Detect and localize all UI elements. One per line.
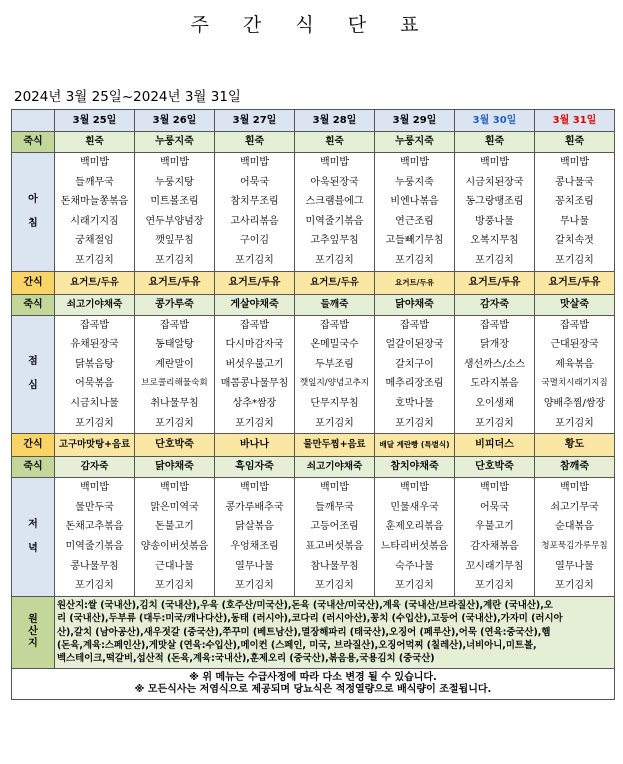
menu-item: 포기김치 (555, 417, 594, 429)
day-header: 3월 31일 (535, 110, 615, 132)
menu-item: 고추잎무침 (310, 235, 359, 247)
dinner-juk-cell: 쇠고기야채죽 (295, 457, 375, 478)
menu-item: 백미밥 (80, 157, 109, 168)
menu-item: 콩가루배추국 (225, 501, 284, 513)
afternoon-snack-cell: 황도 (535, 434, 615, 457)
origin-line: 리 (국내산),두부류 (대두:미국/캐나다산),동태 (러시아),코다리 (러시아산),꽁치 (수입산),고등어 (국내산),가자미 (러시아 (57, 613, 563, 625)
menu-item: 포기김치 (395, 254, 434, 266)
menu-item: 어묵국 (480, 501, 509, 513)
lunch-juk-cell: 쇠고기야채죽 (55, 294, 135, 315)
menu-item: 참나물무침 (310, 560, 359, 572)
dinner-juk-cell: 닭야채죽 (135, 457, 215, 478)
menu-item: 백미밥 (80, 482, 109, 494)
lunch-juk-cell: 맛살죽 (535, 294, 615, 315)
day-header: 3월 25일 (55, 110, 135, 132)
menu-item: 동그랑땡조림 (465, 196, 524, 208)
menu-item: 백미밥 (160, 157, 189, 168)
menu-item: 포기김치 (395, 580, 434, 592)
menu-item: 백미밥 (320, 482, 349, 494)
menu-item: 고사리볶음 (230, 215, 279, 227)
menu-item: 메추리장조림 (385, 378, 444, 390)
menu-item: 두부조림 (315, 358, 354, 370)
menu-item: 우엉채조림 (230, 540, 279, 552)
menu-item: 제육볶음 (555, 358, 594, 370)
menu-item: 구이김 (240, 235, 269, 247)
menu-item: 어묵국 (240, 176, 269, 188)
menu-item: 포기김치 (75, 417, 114, 429)
header-corner (12, 110, 55, 132)
menu-item: 들깨무국 (315, 501, 354, 513)
notice-line: ※ 모든식사는 저염식으로 제공되며 당뇨식은 적정열량으로 배식량이 조절됩니다. (134, 683, 492, 695)
origin-line: 산),갈치 (남아공산),새우젓갈 (중국산),쭈꾸미 (베트남산),멸장해파리 (태국산),오징어 (페루산),어묵 (연육:중국산),햄 (57, 626, 551, 638)
menu-item: 잡곡밥 (320, 319, 349, 331)
menu-item: 돈불고기 (155, 521, 194, 533)
menu-item: 생선까스/소스 (463, 358, 526, 370)
menu-item: 동태알탕 (155, 339, 194, 351)
menu-item: 잡곡밥 (80, 319, 109, 331)
lunch-day-cell (295, 315, 375, 434)
dinner-label: 저 녁 (12, 478, 55, 597)
origin-info (55, 596, 615, 668)
lunch-juk-cell: 감자죽 (455, 294, 535, 315)
menu-item: 포기김치 (475, 580, 514, 592)
menu-item: 어묵볶음 (75, 378, 114, 390)
lunch-juk-cell: 게살야채죽 (215, 294, 295, 315)
lunch-day-cell (215, 315, 295, 434)
menu-item: 미트볼조림 (150, 196, 199, 208)
menu-item: 잡곡밥 (560, 319, 589, 331)
menu-item: 포기김치 (475, 254, 514, 266)
menu-item: 닭개장 (480, 339, 509, 351)
menu-item: 오복지무침 (470, 235, 519, 247)
breakfast-juk-cell: 흰죽 (535, 132, 615, 153)
afternoon-snack-cell: 단호박죽 (135, 434, 215, 457)
weekly-menu-table (11, 109, 615, 700)
menu-item: 시금치나물 (70, 397, 119, 409)
dinner-day-cell (375, 478, 455, 597)
table-row (12, 668, 615, 699)
menu-item: 아욱된장국 (310, 176, 359, 188)
menu-item: 백미밥 (240, 482, 269, 494)
dinner-juk-cell: 감자죽 (55, 457, 135, 478)
menu-item: 포기김치 (75, 254, 114, 266)
menu-item: 포기김치 (555, 580, 594, 592)
menu-item: 백미밥 (560, 482, 589, 494)
afternoon-snack-cell: 고구마맛탕+음료 (55, 434, 135, 457)
menu-item: 포기김치 (315, 417, 354, 429)
table-row (12, 478, 615, 597)
menu-item: 포기김치 (75, 580, 114, 592)
lunch-day-cell (535, 315, 615, 434)
dinner-day-cell (135, 478, 215, 597)
dinner-juk-cell: 참깨죽 (535, 457, 615, 478)
menu-item: 깻잎지/양념고추지 (299, 378, 370, 389)
menu-item: 돈채마늘쫑볶음 (60, 196, 129, 208)
menu-item: 들깨무국 (75, 176, 114, 188)
menu-item: 스크램블에그 (305, 196, 364, 208)
dinner-juk-cell: 흑임자죽 (215, 457, 295, 478)
menu-item: 콩나물국 (555, 176, 594, 188)
menu-item: 백미밥 (560, 157, 589, 168)
menu-item: 브로콜리해물숙회 (141, 378, 208, 389)
morning-snack-cell: 요거트/두유 (295, 271, 375, 294)
menu-item: 궁채절임 (75, 235, 114, 247)
menu-item: 포기김치 (155, 417, 194, 429)
page-title: 주 간 식 단 표 (190, 14, 433, 36)
morning-snack-cell: 요거트/두유 (375, 271, 455, 294)
dinner-juk-cell: 단호박죽 (455, 457, 535, 478)
menu-item: 포기김치 (315, 254, 354, 266)
breakfast-day-cell (455, 153, 535, 272)
menu-item: 민물새우국 (390, 501, 439, 513)
menu-item: 느타리버섯볶음 (380, 540, 449, 552)
menu-item: 고들빼기무침 (385, 235, 444, 247)
menu-item: 백미밥 (320, 157, 349, 168)
menu-item: 꽁치조림 (555, 196, 594, 208)
menu-item: 얼갈이된장국 (385, 339, 444, 351)
morning-snack-cell: 요거트/두유 (455, 271, 535, 294)
menu-item: 백미밥 (240, 157, 269, 168)
breakfast-day-cell (215, 153, 295, 272)
menu-item: 연두부양념장 (145, 215, 204, 227)
breakfast-day-cell (375, 153, 455, 272)
menu-item: 갈치구이 (395, 358, 434, 370)
breakfast-day-cell (55, 153, 135, 272)
notice-line: ※ 위 메뉴는 수급사정에 따라 다소 변경 될 수 있습니다. (189, 671, 437, 683)
breakfast-juk-label: 죽식 (12, 132, 55, 153)
breakfast-juk-cell: 흰죽 (295, 132, 375, 153)
menu-item: 우불고기 (475, 521, 514, 533)
afternoon-snack-label: 간식 (12, 434, 55, 457)
menu-item: 꼬시래기무침 (465, 560, 524, 572)
table-row (12, 132, 615, 153)
table-row (12, 110, 615, 132)
menu-item: 단무지무침 (310, 397, 359, 409)
menu-item: 미역줄기볶음 (65, 540, 124, 552)
menu-item: 표고버섯볶음 (305, 540, 364, 552)
menu-item: 미역줄기볶음 (305, 215, 364, 227)
menu-item: 포기김치 (235, 580, 274, 592)
lunch-day-cell (135, 315, 215, 434)
dinner-day-cell (295, 478, 375, 597)
breakfast-juk-cell: 흰죽 (455, 132, 535, 153)
origin-label: 원 산 지 (12, 596, 55, 668)
menu-item: 유채된장국 (70, 339, 119, 351)
menu-item: 잡곡밥 (480, 319, 509, 331)
table-row (12, 315, 615, 434)
dinner-day-cell (215, 478, 295, 597)
menu-item: 잡곡밥 (240, 319, 269, 331)
dinner-juk-cell: 참치야채죽 (375, 457, 455, 478)
lunch-day-cell (375, 315, 455, 434)
menu-item: 포기김치 (235, 254, 274, 266)
menu-item: 닭살볶음 (235, 521, 274, 533)
menu-item: 갈치속젓 (555, 235, 594, 247)
menu-item: 돈채고추볶음 (65, 521, 124, 533)
menu-item: 깻잎무침 (155, 235, 194, 247)
day-header: 3월 26일 (135, 110, 215, 132)
menu-item: 무나물 (560, 215, 589, 227)
dinner-day-cell (455, 478, 535, 597)
day-header: 3월 27일 (215, 110, 295, 132)
table-row (12, 434, 615, 457)
menu-item: 계란말이 (155, 358, 194, 370)
menu-item: 연근조림 (395, 215, 434, 227)
menu-item: 잡곡밥 (160, 319, 189, 331)
menu-item: 시래기지짐 (70, 215, 119, 227)
menu-item: 포기김치 (155, 254, 194, 266)
lunch-day-cell (55, 315, 135, 434)
menu-item: 포기김치 (395, 417, 434, 429)
menu-item: 포기김치 (235, 417, 274, 429)
morning-snack-cell: 요거트/두유 (55, 271, 135, 294)
lunch-juk-cell: 콩가루죽 (135, 294, 215, 315)
breakfast-juk-cell: 흰죽 (55, 132, 135, 153)
table-row (12, 596, 615, 668)
afternoon-snack-cell: 바나나 (215, 434, 295, 457)
morning-snack-cell: 요거트/두유 (535, 271, 615, 294)
table-row (12, 271, 615, 294)
menu-item: 맑은미역국 (150, 501, 199, 513)
menu-item: 근대나물 (155, 560, 194, 572)
menu-item: 호박나물 (395, 397, 434, 409)
lunch-juk-label: 죽식 (12, 294, 55, 315)
day-header: 3월 30일 (455, 110, 535, 132)
menu-item: 버섯우불고기 (225, 358, 284, 370)
table-row (12, 294, 615, 315)
menu-item: 고등어조림 (310, 521, 359, 533)
menu-item: 감자채볶음 (470, 540, 519, 552)
menu-item: 국멸치시래기지짐 (541, 378, 608, 389)
dinner-day-cell (535, 478, 615, 597)
lunch-label: 점 심 (12, 315, 55, 434)
menu-item: 취나물무침 (150, 397, 199, 409)
day-header: 3월 28일 (295, 110, 375, 132)
lunch-day-cell (455, 315, 535, 434)
menu-item: 비엔나볶음 (390, 196, 439, 208)
menu-item: 시금치된장국 (465, 176, 524, 188)
breakfast-juk-cell: 흰죽 (215, 132, 295, 153)
menu-item: 포기김치 (315, 580, 354, 592)
origin-line: (돈육,계육:스페인산),게맛살 (연육:수입산),메이컨 (스페인, 미국, 브라질산),오징어먹찌 (칠레산),너비아니,미트볼, (57, 639, 537, 651)
menu-item: 백미밥 (480, 482, 509, 494)
menu-item: 열무나물 (555, 560, 594, 572)
menu-item: 백미밥 (160, 482, 189, 494)
menu-item: 양배추찜/쌈장 (543, 397, 606, 409)
morning-snack-cell: 요거트/두유 (135, 271, 215, 294)
menu-item: 매콤콩나물무침 (220, 378, 289, 390)
day-header: 3월 29일 (375, 110, 455, 132)
afternoon-snack-cell: 물만두찜+음료 (295, 434, 375, 457)
menu-item: 상추*쌈장 (232, 397, 277, 409)
menu-item: 온메밀국수 (310, 339, 359, 351)
menu-item: 숙주나물 (395, 560, 434, 572)
menu-item: 콩나물무침 (70, 560, 119, 572)
lunch-juk-cell: 들깨죽 (295, 294, 375, 315)
origin-line: 원산지:쌀 (국내산),김치 (국내산),우육 (호주산/미국산),돈육 (국내산/미국산),계육 (국내산/브라질산),계란 (국내산),오 (57, 599, 553, 611)
menu-item: 물만두국 (75, 501, 114, 513)
dinner-juk-label: 죽식 (12, 457, 55, 478)
menu-item: 포기김치 (155, 580, 194, 592)
breakfast-label: 아 침 (12, 153, 55, 272)
menu-item: 백미밥 (480, 157, 509, 168)
breakfast-day-cell (135, 153, 215, 272)
dinner-day-cell (55, 478, 135, 597)
menu-item: 열무나물 (235, 560, 274, 572)
menu-item: 쇠고기무국 (550, 501, 599, 513)
menu-item: 누룽지탕 (155, 176, 194, 188)
menu-item: 청포묵김가루무침 (541, 540, 608, 551)
menu-item: 참치무조림 (230, 196, 279, 208)
menu-item: 백미밥 (400, 157, 429, 168)
menu-item: 양송이버섯볶음 (140, 540, 209, 552)
menu-item: 훈제오리볶음 (385, 521, 444, 533)
menu-item: 백미밥 (400, 482, 429, 494)
menu-item: 포기김치 (475, 417, 514, 429)
menu-item: 잡곡밥 (400, 319, 429, 331)
morning-snack-label: 간식 (12, 271, 55, 294)
menu-item: 도라지볶음 (470, 378, 519, 390)
menu-item: 순대볶음 (555, 521, 594, 533)
afternoon-snack-cell: 비피더스 (455, 434, 535, 457)
menu-item: 다시마감자국 (225, 339, 284, 351)
menu-item: 근대된장국 (550, 339, 599, 351)
breakfast-juk-cell: 누룽지죽 (375, 132, 455, 153)
table-row (12, 153, 615, 272)
breakfast-juk-cell: 누룽지죽 (135, 132, 215, 153)
menu-item: 방풍나물 (475, 215, 514, 227)
breakfast-day-cell (295, 153, 375, 272)
breakfast-day-cell (535, 153, 615, 272)
menu-period: 2024년 3월 25일~2024년 3월 31일 (14, 89, 241, 105)
morning-snack-cell: 요거트/두유 (215, 271, 295, 294)
menu-item: 포기김치 (555, 254, 594, 266)
notice (12, 668, 615, 699)
afternoon-snack-cell: 배달 계란빵 (특별식) (375, 434, 455, 457)
origin-line: 벡스테이크,떡갈비,섭산적 (돈육,계육:국내산),훈제오리 (중국산),볶음용,국용김치 (중국산) (57, 653, 435, 665)
menu-item: 누룽지죽 (395, 176, 434, 188)
table-row (12, 457, 615, 478)
menu-item: 오이생채 (475, 397, 514, 409)
menu-item: 닭볶음탕 (75, 358, 114, 370)
lunch-juk-cell: 닭야채죽 (375, 294, 455, 315)
